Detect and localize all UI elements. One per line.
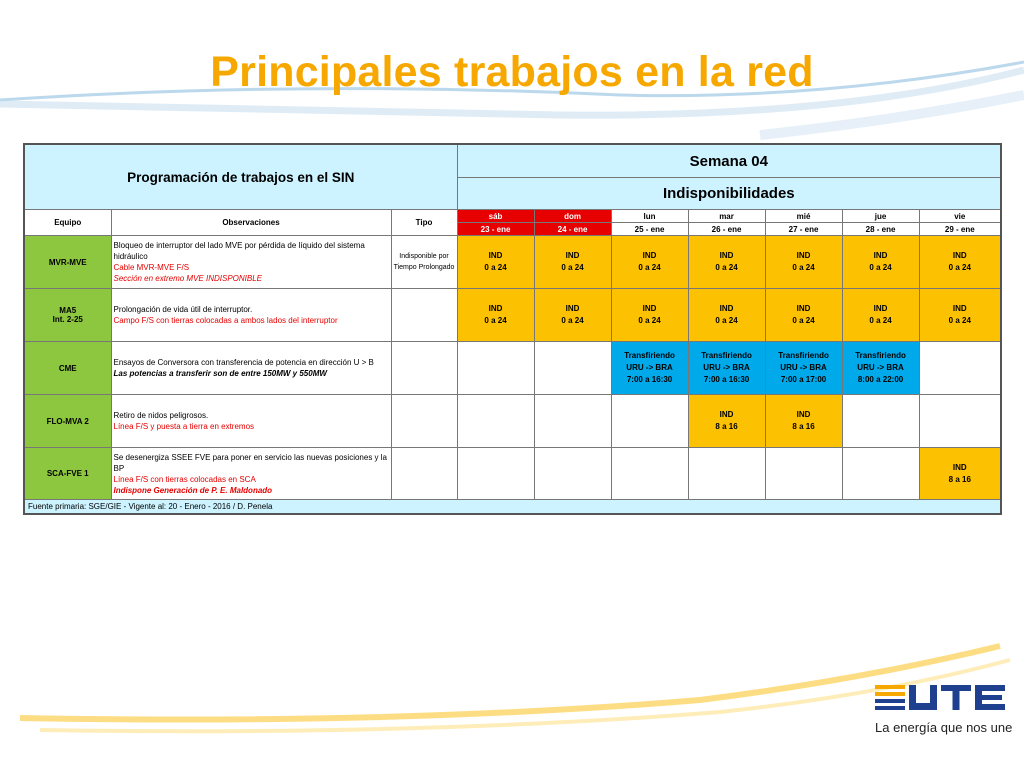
day-date-wed: 27 - ene: [765, 223, 842, 236]
schedule-cell-thu: Transfiriendo URU -> BRA 8:00 a 22:00: [842, 342, 919, 395]
observation-text-red: Línea F/S y puesta a tierra en extremos: [113, 422, 255, 431]
observation-text-red: Sección en extremo MVE INDISPONIBLE: [113, 274, 262, 283]
observation-text: Bloqueo de interruptor del lado MVE por pérdida de líquido del sistema hidráulico: [113, 241, 365, 261]
observation-cell: [111, 342, 391, 395]
table-row: [24, 236, 1001, 289]
day-date-fri: 29 - ene: [919, 223, 1001, 236]
tipo-cell: [391, 395, 457, 448]
observation-text-bold: Las potencias a transferir son de entre 150MW y 550MW: [113, 369, 327, 378]
schedule-cell-sat: [457, 395, 534, 448]
schedule-cell-wed: [765, 448, 842, 500]
schedule-cell-sat: IND 0 a 24: [457, 289, 534, 342]
observation-cell: [111, 236, 391, 289]
observation-text: Prolongación de vida útil de interruptor.: [113, 305, 253, 314]
observation-text-red: Línea F/S con tierras colocadas en SCA: [113, 474, 256, 484]
schedule-cell-tue: IND 0 a 24: [688, 289, 765, 342]
schedule-cell-fri: IND 8 a 16: [919, 448, 1001, 500]
schedule-cell-wed: IND 0 a 24: [765, 289, 842, 342]
schedule-cell-sun: [534, 395, 611, 448]
schedule-cell-fri: IND 0 a 24: [919, 289, 1001, 342]
equipo-cell: CME: [24, 342, 111, 395]
schedule-cell-fri: [919, 342, 1001, 395]
tipo-cell: [391, 289, 457, 342]
week-header: Semana 04: [457, 144, 1001, 178]
schedule-cell-thu: [842, 448, 919, 500]
schedule-cell-sat: [457, 448, 534, 500]
day-date-sun: 24 - ene: [534, 223, 611, 236]
schedule-cell-mon: IND 0 a 24: [611, 236, 688, 289]
schedule-cell-fri: IND 0 a 24: [919, 236, 1001, 289]
observation-text-red: Indispone Generación de P. E. Maldonado: [113, 485, 273, 495]
brand-tagline: La energía que nos une: [875, 720, 1013, 735]
day-name-sat: sáb: [457, 210, 534, 223]
day-name-mon: lun: [611, 210, 688, 223]
table-row: [24, 342, 1001, 395]
table-main-header: Programación de trabajos en el SIN: [24, 144, 457, 210]
table-row: [24, 395, 1001, 448]
schedule-cell-sat: IND 0 a 24: [457, 236, 534, 289]
day-name-sun: dom: [534, 210, 611, 223]
day-name-fri: vie: [919, 210, 1001, 223]
table-row: [24, 289, 1001, 342]
equipo-cell: FLO-MVA 2: [24, 395, 111, 448]
observation-text: Retiro de nidos peligrosos.: [113, 411, 209, 420]
column-header-tipo: Tipo: [391, 210, 457, 236]
slide-title: Principales trabajos en la red: [210, 48, 814, 96]
equipo-cell: SCA-FVE 1: [24, 448, 111, 500]
observation-cell: [111, 448, 391, 500]
schedule-cell-tue: Transfiriendo URU -> BRA 7:00 a 16:30: [688, 342, 765, 395]
observation-text-red: Campo F/S con tierras colocadas a ambos lados del interruptor: [113, 316, 338, 325]
schedule-cell-thu: IND 0 a 24: [842, 289, 919, 342]
day-date-sat: 23 - ene: [457, 223, 534, 236]
schedule-table: [23, 143, 1002, 515]
schedule-cell-wed: IND 8 a 16: [765, 395, 842, 448]
day-name-tue: mar: [688, 210, 765, 223]
schedule-cell-wed: IND 0 a 24: [765, 236, 842, 289]
schedule-cell-thu: IND 0 a 24: [842, 236, 919, 289]
observation-text-red: Cable MVR-MVE F/S: [113, 263, 190, 272]
day-date-mon: 25 - ene: [611, 223, 688, 236]
schedule-cell-tue: IND 8 a 16: [688, 395, 765, 448]
equipo-cell: MA5 Int. 2-25: [24, 289, 111, 342]
schedule-cell-fri: [919, 395, 1001, 448]
schedule-cell-tue: IND 0 a 24: [688, 236, 765, 289]
column-header-equipo: Equipo: [24, 210, 111, 236]
schedule-cell-mon: [611, 448, 688, 500]
schedule-cell-wed: Transfiriendo URU -> BRA 7:00 a 17:00: [765, 342, 842, 395]
schedule-cell-sat: [457, 342, 534, 395]
tipo-text: Tiempo Prolongado: [393, 264, 455, 271]
schedule-cell-sun: [534, 448, 611, 500]
schedule-cell-thu: [842, 395, 919, 448]
equipo-cell: MVR-MVE: [24, 236, 111, 289]
observation-text: Se desenergiza SSEE FVE para poner en servicio las nuevas posiciones y la BP: [113, 452, 387, 473]
tipo-cell: [391, 236, 457, 289]
schedule-cell-mon: [611, 395, 688, 448]
schedule-cell-mon: IND 0 a 24: [611, 289, 688, 342]
schedule-cell-tue: [688, 448, 765, 500]
schedule-cell-sun: [534, 342, 611, 395]
column-header-observaciones: Observaciones: [111, 210, 391, 236]
tipo-cell: [391, 448, 457, 500]
ute-logo: [875, 683, 1007, 713]
tipo-text: Indisponible por: [399, 253, 449, 260]
table-footer: Fuente primaria: SGE/GIE - Vigente al: 20 - Enero - 2016 / D. Penela: [24, 500, 1001, 515]
schedule-cell-sun: IND 0 a 24: [534, 289, 611, 342]
observation-cell: [111, 289, 391, 342]
day-date-tue: 26 - ene: [688, 223, 765, 236]
schedule-cell-sun: IND 0 a 24: [534, 236, 611, 289]
table-row: [24, 448, 1001, 500]
unavailability-header: Indisponibilidades: [457, 178, 1001, 210]
observation-cell: [111, 395, 391, 448]
observation-text: Ensayos de Conversora con transferencia de potencia en dirección U > B: [113, 358, 374, 367]
day-name-thu: jue: [842, 210, 919, 223]
day-date-thu: 28 - ene: [842, 223, 919, 236]
day-name-wed: mié: [765, 210, 842, 223]
tipo-cell: [391, 342, 457, 395]
schedule-cell-mon: Transfiriendo URU -> BRA 7:00 a 16:30: [611, 342, 688, 395]
